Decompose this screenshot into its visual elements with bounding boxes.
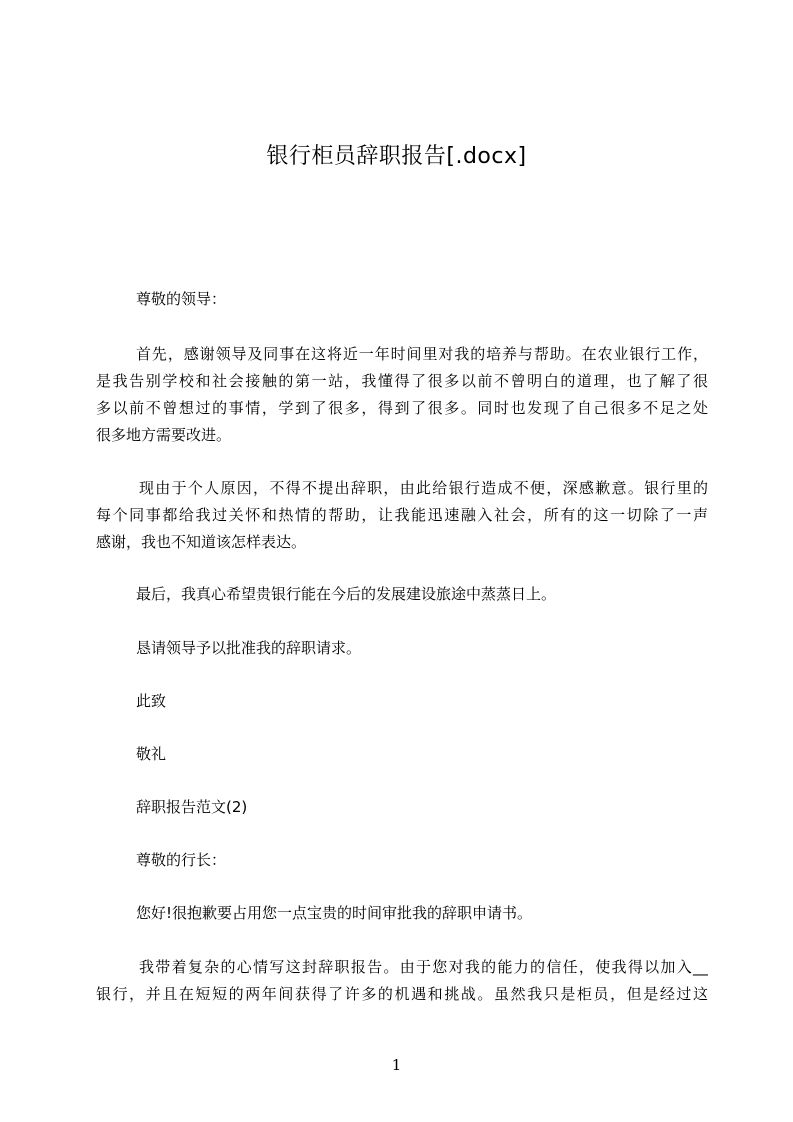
paragraph-line: 感谢，我也不知道该怎样表达。 xyxy=(96,533,307,551)
paragraph-line: 首先，感谢领导及同事在这将近一年时间里对我的培养与帮助。在农业银行工作， xyxy=(136,345,708,363)
paragraph-request: 恳请领导予以批准我的辞职请求。 xyxy=(136,639,362,657)
paragraph-line: 很多地方需要改进。 xyxy=(96,426,232,444)
paragraph-line: 我带着复杂的心情写这封辞职报告。由于您对我的能力的信任，使我得以加入__ xyxy=(139,958,708,976)
salutation: 尊敬的领导： xyxy=(136,290,227,308)
paragraph-gratitude xyxy=(96,341,708,449)
paragraph-line: 多以前不曾想过的事情，学到了很多，得到了很多。同时也发现了自己很多不足之处 xyxy=(96,399,708,417)
paragraph-line: 是我告别学校和社会接触的第一站，我懂得了很多以前不曾明白的道理，也了解了很 xyxy=(96,372,708,390)
paragraph-line: 银行，并且在短短的两年间获得了许多的机遇和挑战。虽然我只是柜员，但是经过这 xyxy=(96,985,708,1003)
paragraph-line: 每个同事都给我过关怀和热情的帮助，让我能迅速融入社会，所有的这一切除了一声 xyxy=(96,506,708,524)
closing-respectfully: 此致 xyxy=(136,692,167,710)
closing-salute: 敬礼 xyxy=(136,745,167,763)
paragraph-wishes: 最后，我真心希望贵银行能在今后的发展建设旅途中蒸蒸日上。 xyxy=(136,585,557,603)
paragraph-greeting: 您好!很抱歉要占用您一点宝贵的时间审批我的辞职申请书。 xyxy=(136,904,533,922)
salutation-president: 尊敬的行长： xyxy=(136,851,227,869)
page-number: 1 xyxy=(391,1056,402,1074)
section-title: 辞职报告范文(2) xyxy=(136,798,248,816)
paragraph-reason xyxy=(96,475,708,556)
document-title: 银行柜员辞职报告[.docx] xyxy=(266,144,527,169)
paragraph-line: 现由于个人原因，不得不提出辞职，由此给银行造成不便，深感歉意。银行里的 xyxy=(139,479,708,497)
paragraph-feelings xyxy=(96,954,708,1008)
